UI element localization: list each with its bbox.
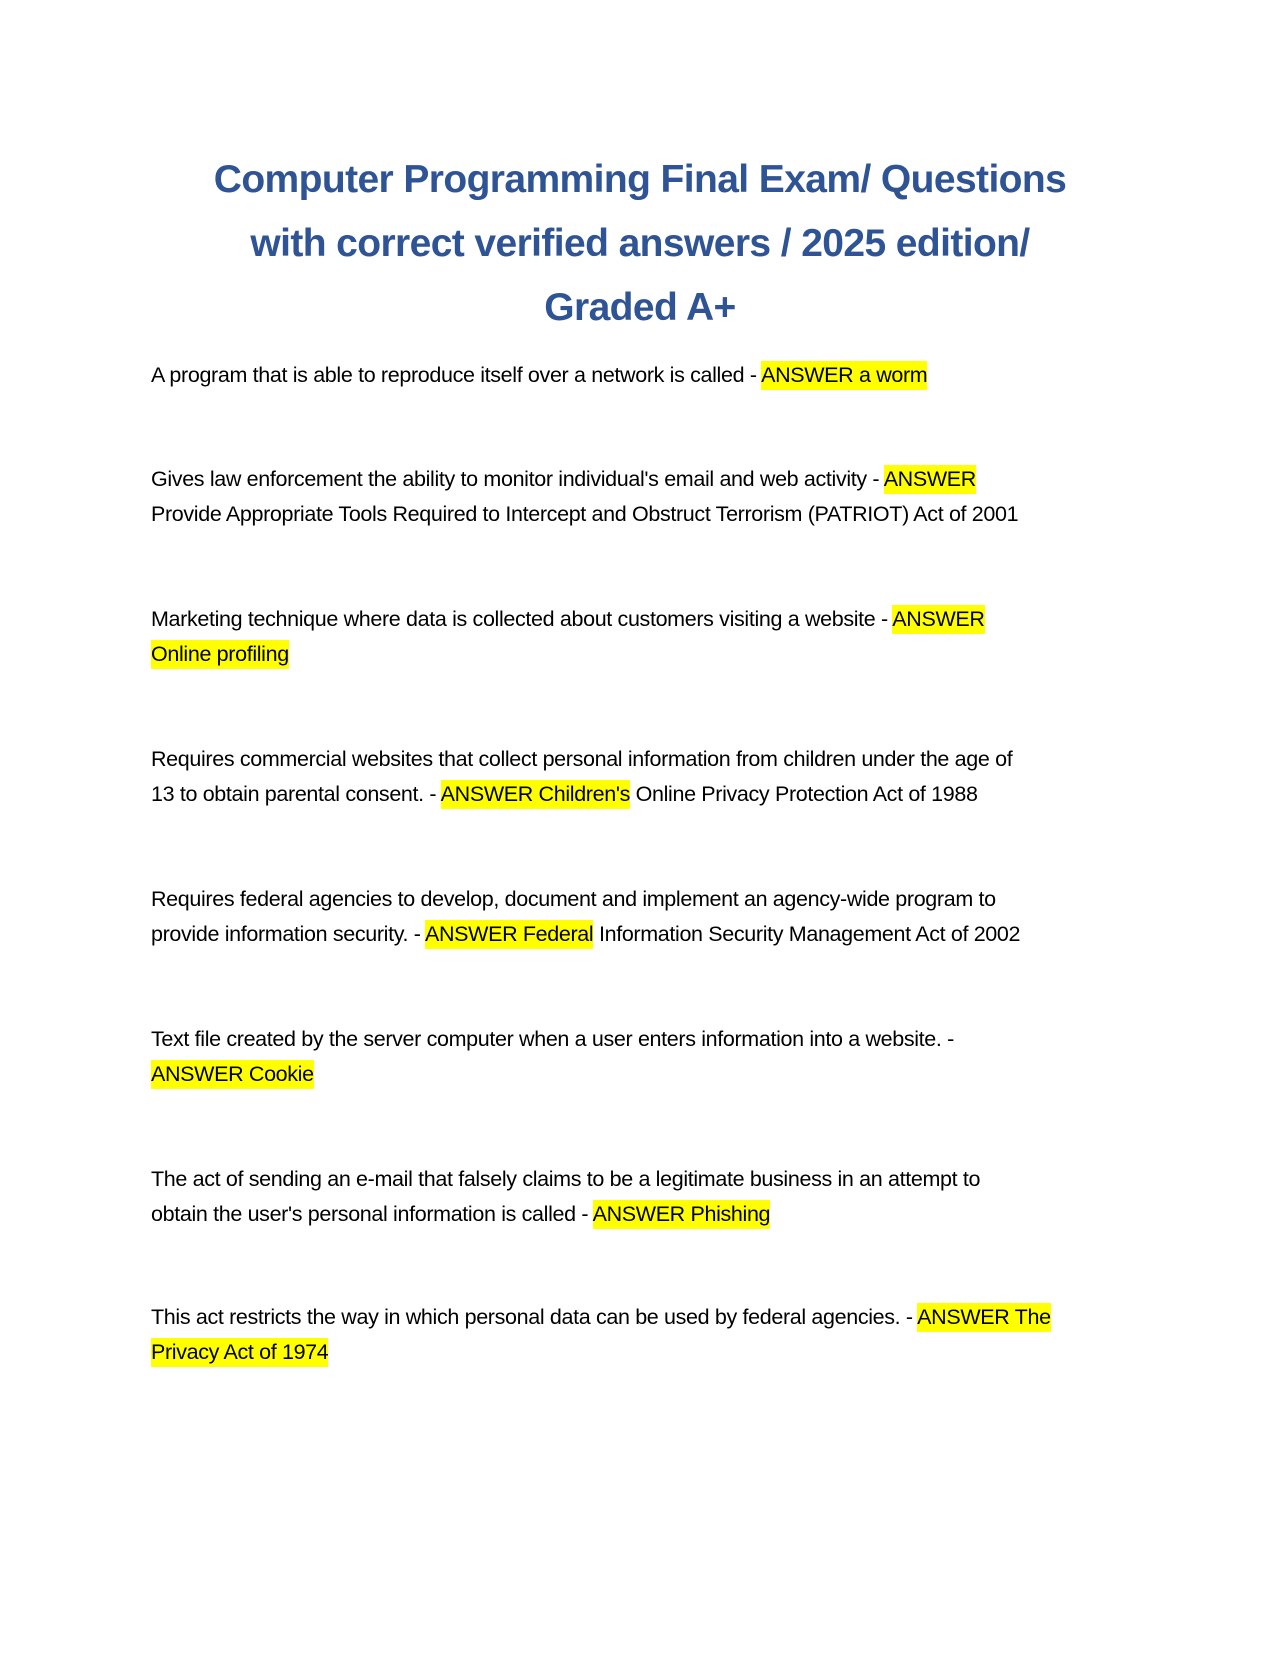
question-text: obtain the user's personal information is called - <box>151 1202 593 1226</box>
qa-line <box>151 358 1141 393</box>
qa-line <box>151 882 1141 917</box>
qa-item-6 <box>151 1022 1141 1092</box>
qa-line <box>151 497 1141 532</box>
answer-highlight: Privacy Act of 1974 <box>151 1338 328 1367</box>
qa-item-7 <box>151 1162 1141 1232</box>
answer-highlight: ANSWER Cookie <box>151 1060 314 1089</box>
qa-line <box>151 1022 1141 1057</box>
qa-line <box>151 1057 1141 1092</box>
answer-highlight: ANSWER Federal <box>425 920 593 949</box>
question-text: Requires commercial websites that collect personal information from children under the age of <box>151 747 1013 771</box>
question-text: 13 to obtain parental consent. - <box>151 782 441 806</box>
qa-line <box>151 1335 1141 1370</box>
document-title <box>140 148 1140 340</box>
title-line-2: with correct verified answers / 2025 edition/ <box>250 222 1030 265</box>
question-text: This act restricts the way in which personal data can be used by federal agencies. - <box>151 1305 918 1329</box>
answer-text: Provide Appropriate Tools Required to Intercept and Obstruct Terrorism (PATRIOT) Act of 2001 <box>151 502 1019 526</box>
qa-line <box>151 1197 1141 1232</box>
answer-highlight: ANSWER <box>884 465 976 494</box>
question-text: Requires federal agencies to develop, document and implement an agency-wide program to <box>151 887 996 911</box>
answer-highlight: ANSWER The <box>917 1303 1051 1332</box>
question-text: Gives law enforcement the ability to monitor individual's email and web activity - <box>151 467 884 491</box>
qa-item-4 <box>151 742 1141 812</box>
qa-line <box>151 1162 1141 1197</box>
answer-highlight: ANSWER a worm <box>761 361 927 390</box>
answer-highlight: ANSWER Children's <box>441 780 630 809</box>
qa-line <box>151 1300 1141 1335</box>
title-line-1: Computer Programming Final Exam/ Questions <box>213 158 1067 201</box>
qa-line <box>151 637 1141 672</box>
answer-highlight: ANSWER Phishing <box>593 1200 771 1229</box>
qa-line <box>151 917 1141 952</box>
qa-item-3 <box>151 602 1141 672</box>
question-text: Marketing technique where data is collected about customers visiting a website - <box>151 607 893 631</box>
question-text: Text file created by the server computer when a user enters information into a website. - <box>151 1027 954 1051</box>
question-text: A program that is able to reproduce itself over a network is called - <box>151 363 762 387</box>
question-text: The act of sending an e-mail that falsely claims to be a legitimate business in an attempt to <box>151 1167 981 1191</box>
qa-item-5 <box>151 882 1141 952</box>
answer-highlight: ANSWER <box>892 605 984 634</box>
qa-line <box>151 777 1141 812</box>
qa-item-1 <box>151 358 1141 393</box>
answer-text: Online Privacy Protection Act of 1988 <box>630 782 978 806</box>
qa-line <box>151 742 1141 777</box>
qa-line <box>151 602 1141 637</box>
question-text: provide information security. - <box>151 922 425 946</box>
answer-highlight: Online profiling <box>151 640 289 669</box>
qa-item-8 <box>151 1300 1141 1370</box>
qa-line <box>151 462 1141 497</box>
title-line-3: Graded A+ <box>544 286 736 329</box>
qa-item-2 <box>151 462 1141 532</box>
answer-text: Information Security Management Act of 2002 <box>593 922 1021 946</box>
